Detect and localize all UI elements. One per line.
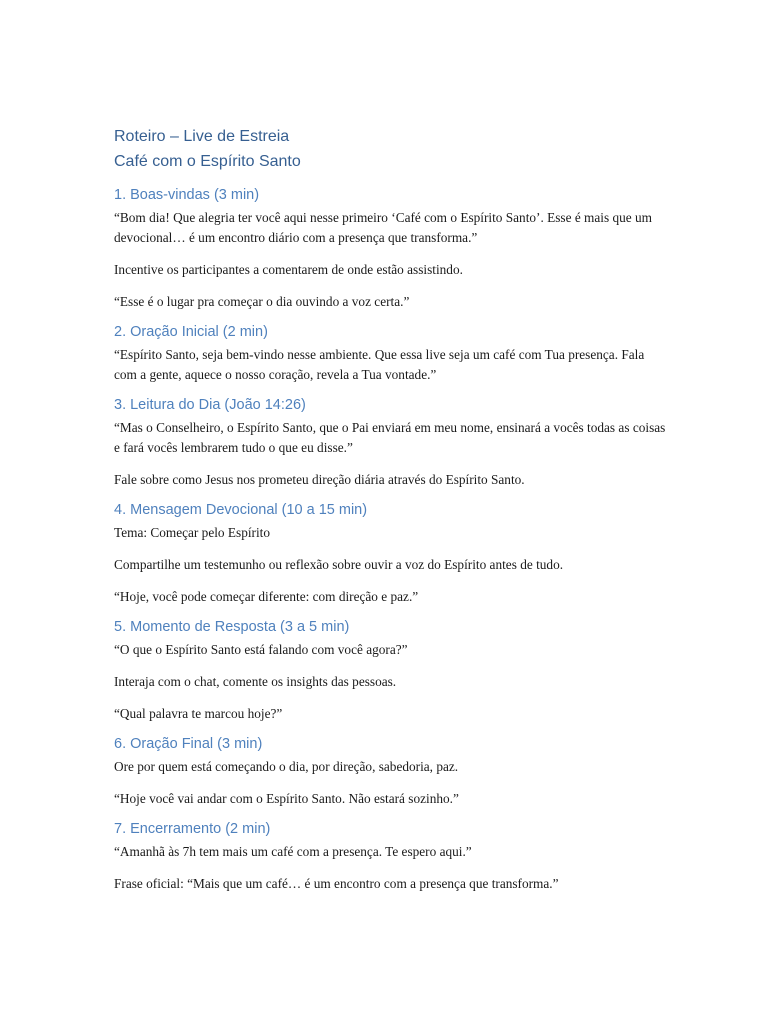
section-heading: 7. Encerramento (2 min)	[114, 821, 271, 837]
paragraph: Fale sobre como Jesus nos prometeu direção diária através do Espírito Santo.	[114, 472, 525, 487]
paragraph: “Bom dia! Que alegria ter você aqui nesse primeiro ‘Café com o Espírito Santo’. Esse é mais que um devocional… é um encontro diário com a presença que transforma.”	[114, 210, 652, 245]
section-heading: 1. Boas-vindas (3 min)	[114, 187, 260, 203]
paragraph: “Qual palavra te marcou hoje?”	[114, 706, 283, 721]
section-heading: 6. Oração Final (3 min)	[114, 736, 263, 752]
paragraph: Incentive os participantes a comentarem de onde estão assistindo.	[114, 262, 463, 277]
paragraph: “Hoje, você pode começar diferente: com direção e paz.”	[114, 589, 419, 604]
paragraph: Ore por quem está começando o dia, por direção, sabedoria, paz.	[114, 759, 459, 774]
paragraph: “Espírito Santo, seja bem-vindo nesse ambiente. Que essa live seja um café com Tua presença. Fala com a gente, aquece o nosso coração, revela a Tua vontade.”	[114, 347, 645, 382]
section-heading: 5. Momento de Resposta (3 a 5 min)	[114, 619, 350, 635]
section-encerramento	[114, 819, 668, 894]
section-heading: 3. Leitura do Dia (João 14:26)	[114, 397, 306, 413]
paragraph: Tema: Começar pelo Espírito	[114, 525, 270, 540]
section-mensagem-devocional	[114, 500, 668, 607]
section-heading: 4. Mensagem Devocional (10 a 15 min)	[114, 502, 368, 518]
paragraph: “Mas o Conselheiro, o Espírito Santo, que o Pai enviará em meu nome, ensinará a vocês todas as coisas e fará vocês lembrarem tudo o que eu disse.”	[114, 420, 666, 455]
document-title: Roteiro – Live de Estreia	[114, 128, 290, 145]
section-oracao-final	[114, 734, 668, 809]
paragraph: Compartilhe um testemunho ou reflexão sobre ouvir a voz do Espírito antes de tudo.	[114, 557, 564, 572]
section-oracao-inicial	[114, 322, 668, 385]
paragraph: “Amanhã às 7h tem mais um café com a presença. Te espero aqui.”	[114, 844, 472, 859]
section-momento-de-resposta	[114, 617, 668, 724]
section-heading: 2. Oração Inicial (2 min)	[114, 324, 268, 340]
paragraph: Interaja com o chat, comente os insights das pessoas.	[114, 674, 397, 689]
section-boas-vindas	[114, 185, 668, 312]
paragraph: “Hoje você vai andar com o Espírito Santo. Não estará sozinho.”	[114, 791, 459, 806]
section-leitura-do-dia	[114, 395, 668, 490]
paragraph: Frase oficial: “Mais que um café… é um encontro com a presença que transforma.”	[114, 876, 559, 891]
paragraph: “O que o Espírito Santo está falando com você agora?”	[114, 642, 408, 657]
title-block	[114, 124, 668, 174]
document-subtitle: Café com o Espírito Santo	[114, 153, 301, 170]
paragraph: “Esse é o lugar pra começar o dia ouvindo a voz certa.”	[114, 294, 410, 309]
